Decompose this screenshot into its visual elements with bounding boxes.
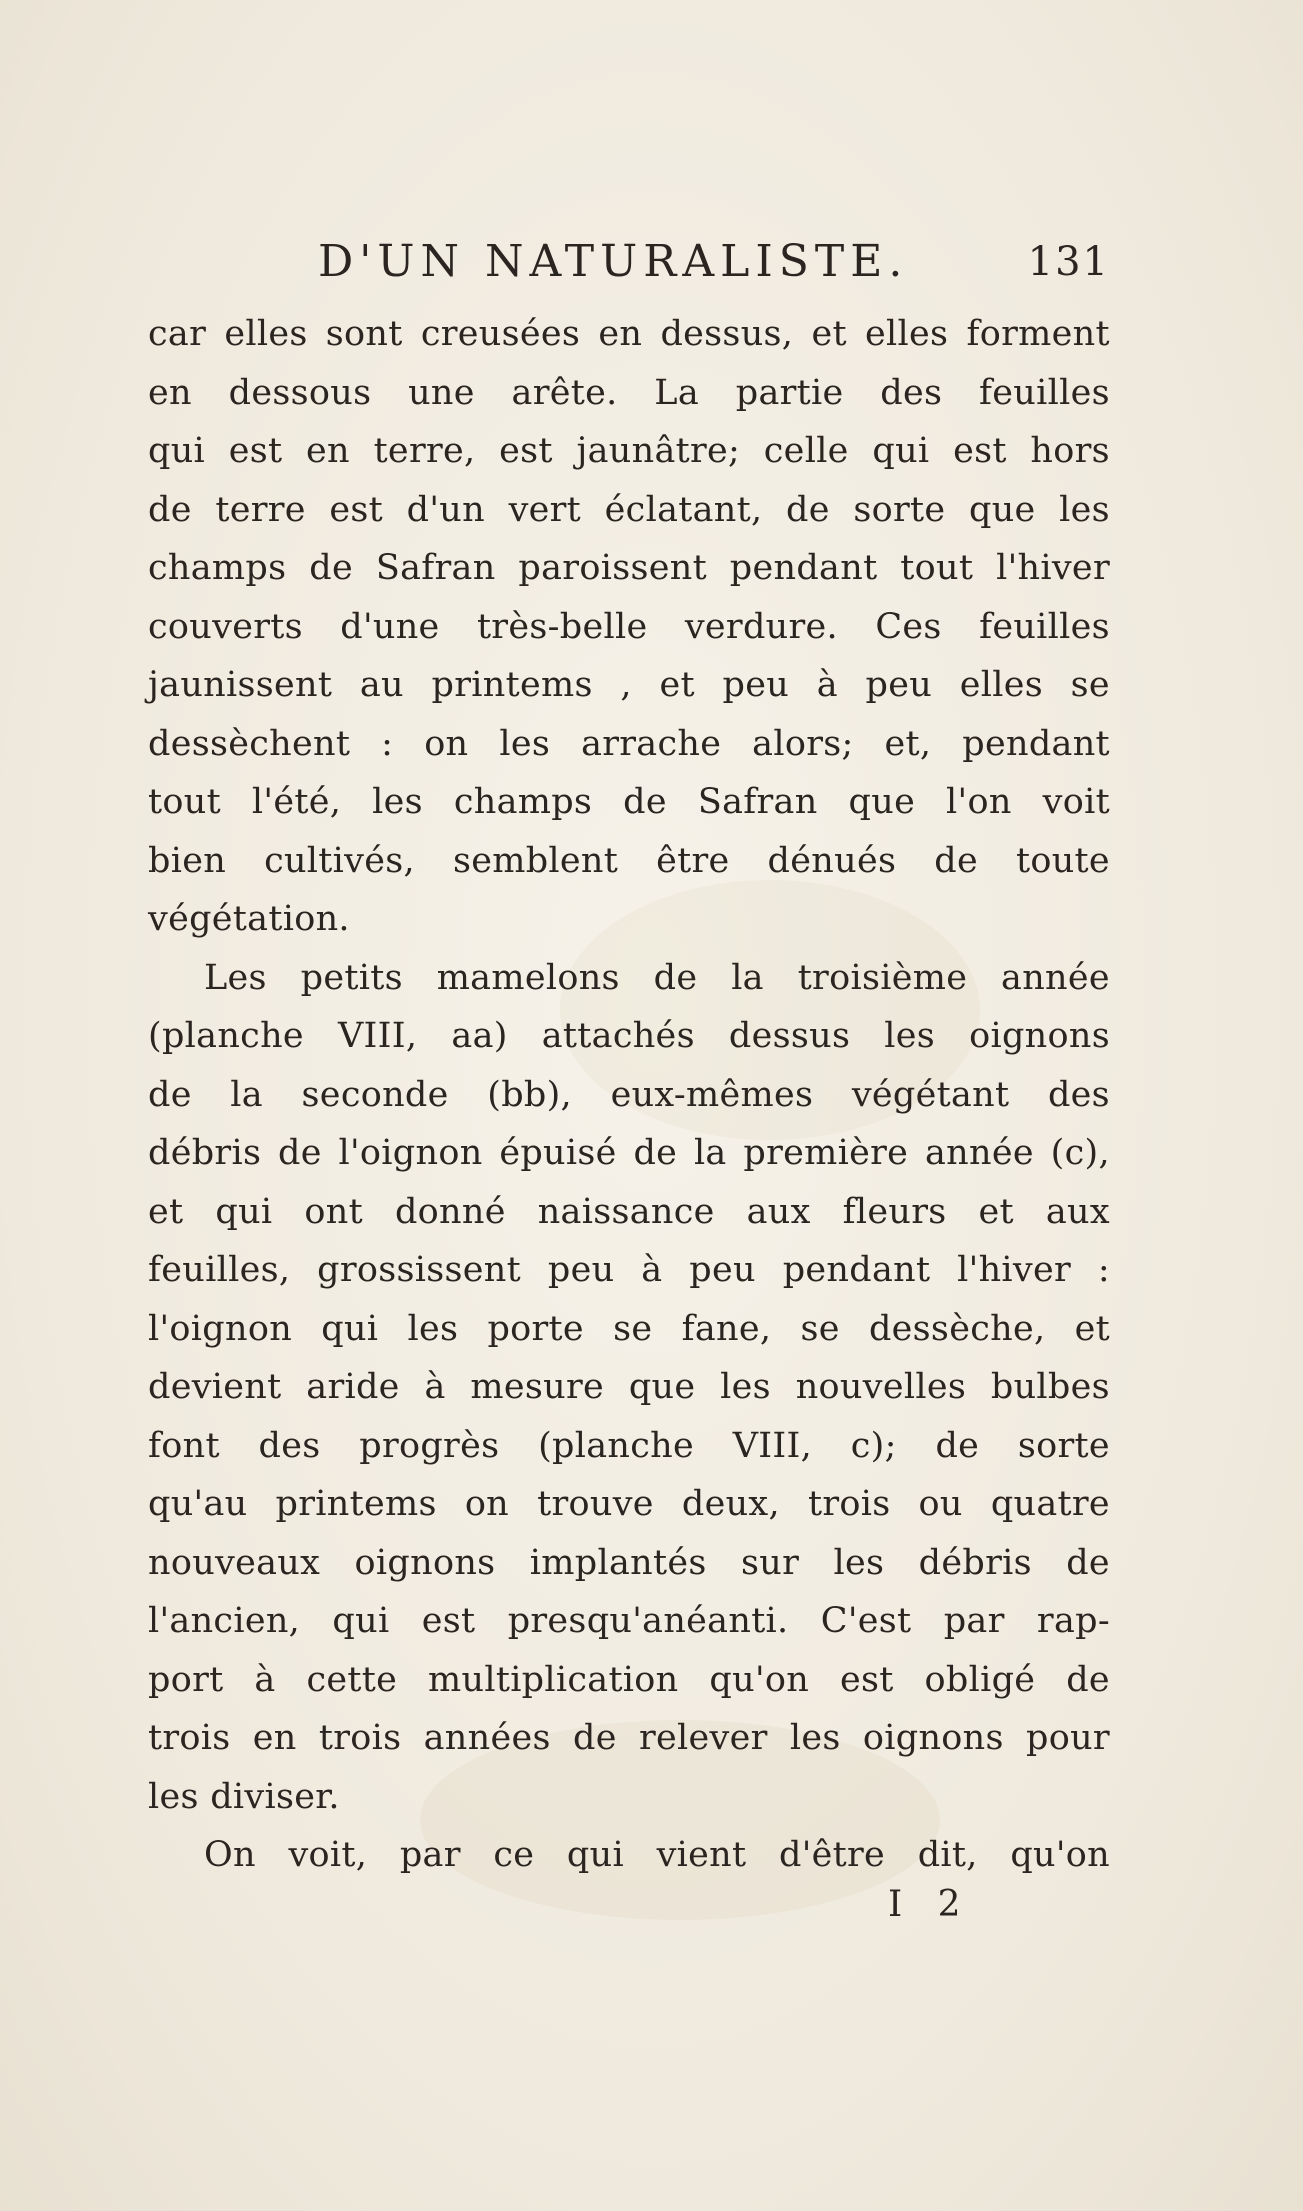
running-head: [150, 232, 1110, 292]
text-line: Les petits mamelons de la troisième année: [204, 957, 1110, 998]
text-line: font des progrès (planche VIII, c); de sorte: [148, 1425, 1110, 1466]
text-line: devient aride à mesure que les nouvelles bulbes: [148, 1367, 1110, 1407]
text-line: couverts d'une très-belle verdure. Ces feuilles: [148, 606, 1110, 647]
text-line: port à cette multiplication qu'on est obligé de: [148, 1659, 1110, 1700]
text-line: On voit, par ce qui vient d'être dit, qu'on: [204, 1835, 1110, 1875]
text-line: (planche VIII, aa) attachés dessus les oignons: [148, 1016, 1110, 1056]
text-line: de la seconde (bb), eux-mêmes végétant des: [148, 1074, 1110, 1115]
text-line: champs de Safran paroissent pendant tout l'hiver: [148, 548, 1110, 588]
text-line: qui est en terre, est jaunâtre; celle qui est hors: [148, 431, 1110, 471]
body-text: [148, 305, 1110, 1885]
page-number: 131: [1027, 239, 1110, 285]
text-line: de terre est d'un vert éclatant, de sorte que les: [148, 489, 1110, 530]
text-line: trois en trois années de relever les oignons pour: [148, 1718, 1110, 1758]
text-line: car elles sont creusées en dessus, et elles forment: [148, 314, 1110, 354]
text-line: bien cultivés, semblent être dénués de toute: [148, 840, 1110, 881]
text-line: en dessous une arête. La partie des feuilles: [148, 372, 1110, 413]
text-line: et qui ont donné naissance aux fleurs et aux: [148, 1191, 1110, 1232]
text-line: nouveaux oignons implantés sur les débris de: [148, 1542, 1110, 1583]
text-line: débris de l'oignon épuisé de la première année (c),: [148, 1133, 1110, 1173]
text-line: jaunissent au printems , et peu à peu elles se: [148, 665, 1110, 705]
text-line: l'oignon qui les porte se fane, se dessèche, et: [148, 1308, 1110, 1349]
signature-mark: I 2: [888, 1884, 973, 1925]
text-line: l'ancien, qui est presqu'anéanti. C'est par rap-: [148, 1601, 1110, 1641]
text-line: les diviser.: [148, 1776, 340, 1817]
text-line: feuilles, grossissent peu à peu pendant l'hiver :: [148, 1250, 1110, 1290]
text-line: tout l'été, les champs de Safran que l'on voit: [148, 782, 1110, 822]
text-line: qu'au printems on trouve deux, trois ou quatre: [148, 1484, 1110, 1524]
text-line: dessèchent : on les arrache alors; et, pendant: [148, 723, 1110, 764]
running-title: D'UN NATURALISTE.: [318, 236, 909, 287]
text-line: végétation.: [148, 899, 350, 939]
